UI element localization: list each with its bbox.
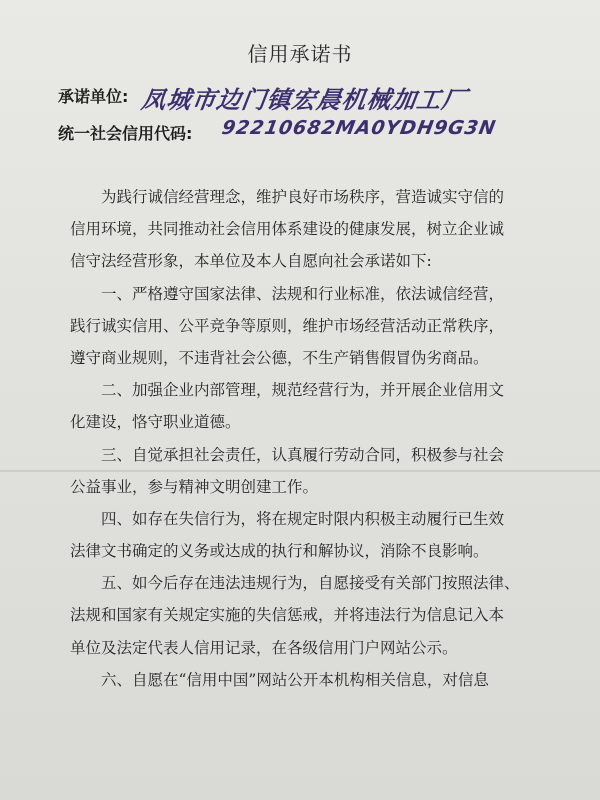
body-line: 践行诚实信用、公平竞争等原则，维护市场经营活动正常秩序， [70, 316, 505, 335]
body-line: 单位及法定代表人信用记录，在各级信用门户网站公示。 [70, 638, 458, 657]
unit-label: 承诺单位: [58, 87, 129, 106]
body-line: 三、自觉承担社会责任，认真履行劳动合同，积极参与社会 [101, 445, 505, 464]
credit-code-handwritten: 92210682MA0YDH9G3N [220, 117, 498, 139]
body-line: 遵守商业规则，不违背社会公德，不生产销售假冒伪劣商品。 [70, 348, 489, 367]
body-line: 四、如存在失信行为，将在规定时限内积极主动履行已生效 [101, 509, 505, 528]
unit-value-handwritten: 凤城市边门镇宏晨机械加工厂 [139, 86, 469, 114]
document-title: 信用承诺书 [247, 42, 353, 66]
body-line: 五、如今后存在违法违规行为，自愿接受有关部门按照法律、 [101, 574, 520, 593]
body-line: 法规和国家有关规定实施的失信惩戒，并将违法行为信息记入本 [70, 606, 505, 625]
body-line: 信用环境，共同推动社会信用体系建设的健康发展，树立企业诚 [70, 220, 505, 239]
body-line: 二、加强企业内部管理，规范经营行为，并开展企业信用文 [101, 381, 505, 400]
body-line: 一、严格遵守国家法律、法规和行业标准，依法诚信经营， [101, 284, 505, 303]
body-line: 化建设，恪守职业道德。 [70, 413, 241, 432]
credit-code-label: 统一社会信用代码: [58, 124, 193, 143]
commitment-body [70, 181, 540, 696]
body-line: 公益事业，参与精神文明创建工作。 [70, 477, 319, 496]
body-line: 法律文书确定的义务或达成的执行和解协议，消除不良影响。 [70, 542, 489, 561]
body-line: 信守法经营形象，本单位及本人自愿向社会承诺如下: [70, 252, 432, 271]
body-line: 为践行诚信经营理念，维护良好市场秩序，营造诚实守信的 [101, 188, 505, 206]
body-line: 六、自愿在“信用中国”网站公开本机构相关信息，对信息 [101, 670, 489, 689]
